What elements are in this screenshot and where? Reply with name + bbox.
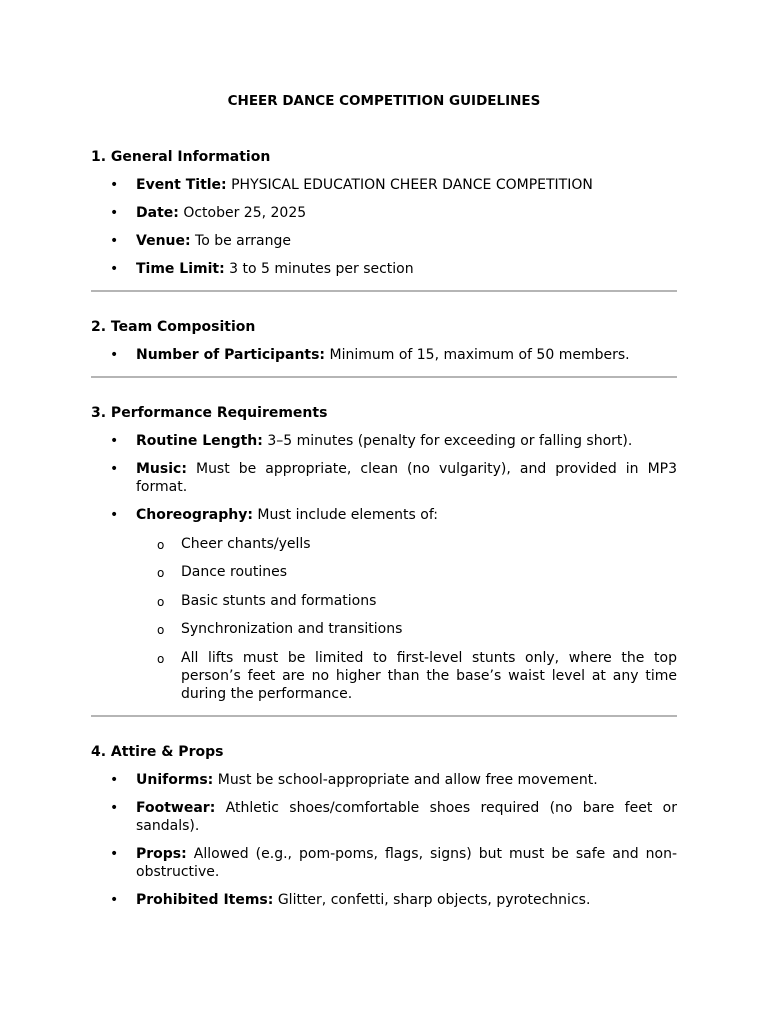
bullet-icon: • bbox=[110, 233, 119, 249]
section-general-information bbox=[91, 148, 677, 278]
item-label: Venue: bbox=[136, 233, 191, 249]
bullet-icon: • bbox=[110, 892, 119, 908]
section-heading: 4. Attire & Props bbox=[91, 744, 224, 760]
item-text: 3 to 5 minutes per section bbox=[229, 261, 414, 277]
item-text: Must be school-appropriate and allow free movement. bbox=[217, 772, 598, 788]
item-label: Routine Length: bbox=[136, 433, 263, 449]
sub-bullet-icon: o bbox=[157, 566, 165, 580]
bullet-icon: • bbox=[110, 846, 119, 862]
list-item-props bbox=[91, 845, 677, 881]
list-item-participants bbox=[91, 346, 677, 364]
section-divider bbox=[91, 376, 677, 378]
sub-item-text: Basic stunts and formations bbox=[181, 592, 377, 609]
item-label: Date: bbox=[136, 205, 179, 221]
item-text: October 25, 2025 bbox=[183, 205, 307, 221]
list-item-prohibited-items bbox=[91, 891, 677, 909]
bullet-icon: • bbox=[110, 347, 119, 363]
item-label: Event Title: bbox=[136, 177, 227, 193]
bullet-icon: • bbox=[110, 433, 119, 449]
section-performance-requirements bbox=[91, 404, 677, 703]
sub-item-text: All lifts must be limited to first-level stunts only, where the top person’s feet are no higher than the base’s waist level at any time during the performance. bbox=[181, 649, 677, 702]
list-item-choreography bbox=[91, 506, 677, 524]
section-team-composition bbox=[91, 318, 677, 364]
section-heading: 3. Performance Requirements bbox=[91, 405, 328, 421]
bullet-icon: • bbox=[110, 261, 119, 277]
section-attire-props bbox=[91, 743, 677, 909]
sub-list-item bbox=[91, 592, 677, 610]
section-divider bbox=[91, 290, 677, 292]
item-text: To be arrange bbox=[195, 233, 291, 249]
sub-bullet-icon: o bbox=[157, 623, 165, 637]
list-item-date bbox=[91, 204, 677, 222]
item-label: Prohibited Items: bbox=[136, 892, 274, 908]
item-text: 3–5 minutes (penalty for exceeding or falling short). bbox=[267, 433, 633, 449]
list-item-uniforms bbox=[91, 771, 677, 789]
bullet-icon: • bbox=[110, 205, 119, 221]
sub-item-text: Cheer chants/yells bbox=[181, 535, 311, 552]
sub-list-item bbox=[91, 563, 677, 581]
item-text: Must include elements of: bbox=[257, 507, 438, 523]
bullet-icon: • bbox=[110, 507, 119, 523]
list-item-event-title bbox=[91, 176, 677, 194]
sub-bullet-icon: o bbox=[157, 537, 165, 552]
item-label: Uniforms: bbox=[136, 772, 214, 788]
item-text: Must be appropriate, clean (no vulgarity), and provided in MP3 format. bbox=[136, 461, 677, 495]
sub-bullet-icon: o bbox=[157, 594, 165, 609]
sub-item-text: Synchronization and transitions bbox=[181, 621, 403, 637]
item-label: Choreography: bbox=[136, 507, 253, 523]
item-text: Athletic shoes/comfortable shoes required (no bare feet or sandals). bbox=[136, 800, 677, 834]
item-text: PHYSICAL EDUCATION CHEER DANCE COMPETITION bbox=[231, 177, 593, 193]
item-label: Props: bbox=[136, 846, 187, 862]
bullet-icon: • bbox=[110, 800, 119, 816]
item-text: Minimum of 15, maximum of 50 members. bbox=[329, 347, 630, 363]
section-heading: 1. General Information bbox=[91, 149, 271, 165]
item-label: Number of Participants: bbox=[136, 347, 326, 363]
item-text: Glitter, confetti, sharp objects, pyrotechnics. bbox=[277, 892, 591, 908]
item-label: Music: bbox=[136, 461, 187, 477]
list-item-music bbox=[91, 460, 677, 496]
sub-bullet-icon: o bbox=[157, 651, 165, 666]
item-label: Time Limit: bbox=[136, 261, 225, 277]
bullet-icon: • bbox=[110, 177, 119, 193]
list-item-footwear bbox=[91, 799, 677, 835]
list-item-venue bbox=[91, 232, 677, 250]
list-item-time-limit bbox=[91, 260, 677, 278]
sub-list-item bbox=[91, 620, 677, 638]
sub-list-item bbox=[91, 535, 677, 553]
section-heading: 2. Team Composition bbox=[91, 319, 256, 335]
sub-item-text: Dance routines bbox=[181, 564, 288, 580]
sub-list-item bbox=[91, 649, 677, 703]
section-divider bbox=[91, 715, 677, 717]
list-item-routine-length bbox=[91, 432, 677, 450]
item-label: Footwear: bbox=[136, 800, 216, 816]
bullet-icon: • bbox=[110, 461, 119, 477]
item-text: Allowed (e.g., pom-poms, flags, signs) but must be safe and non-obstructive. bbox=[136, 846, 677, 880]
document-title: CHEER DANCE COMPETITION GUIDELINES bbox=[227, 93, 541, 109]
bullet-icon: • bbox=[110, 772, 119, 788]
